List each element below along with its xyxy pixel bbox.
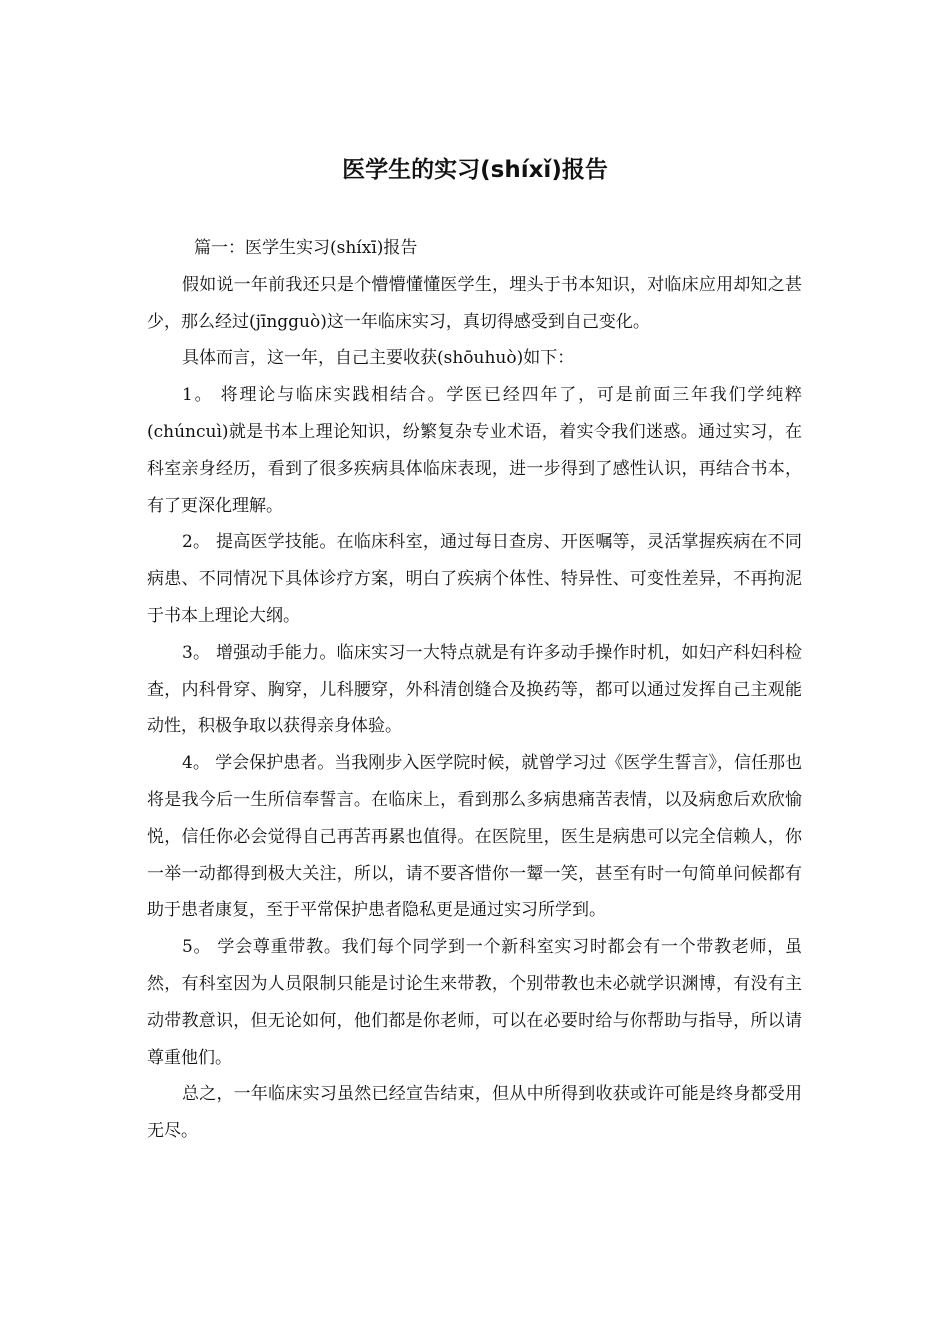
paragraph-item-3: 3。 增强动手能力。临床实习一大特点就是有许多动手操作时机，如妇产科妇科检查，内科骨穿、胸穿，儿科腰穿，外科清创缝合及换药等，都可以通过发挥自己主观能动性，积极争取以获得亲身体验。	[147, 642, 802, 737]
document-title: 医学生的实习(shíxǐ)报告	[342, 157, 608, 183]
paragraph-item-1: 1。 将理论与临床实践相结合。学医已经四年了，可是前面三年我们学纯粹(chúncuì)就是书本上理论知识，纷繁复杂专业术语，着实令我们迷惑。通过实习，在科室亲身经历，看到了很多疾病具体临床表现，进一步得到了感性认识，再结合书本，有了更深化理解。	[147, 385, 802, 516]
paragraph-item-5: 5。 学会尊重带教。我们每个同学到一个新科室实习时都会有一个带教老师，虽然，有科室因为人员限制只能是讨论生来带教，个别带教也未必就学识渊博，有没有主动带教意识，但无论如何，他们都是你老师，可以在必要时给与你帮助与指导，所以请尊重他们。	[147, 937, 802, 1068]
paragraph-conclusion: 总之，一年临床实习虽然已经宣告结束，但从中所得到收获或许可能是终身都受用无尽。	[147, 1084, 802, 1142]
paragraph-item-4: 4。 学会保护患者。当我刚步入医学院时候，就曾学习过《医学生誓言》，信任那也将是我今后一生所信奉誓言。在临床上，看到那么多病患痛苦表情，以及病愈后欢欣愉悦，信任你必会觉得自己再苦再累也值得。在医院里，医生是病患可以完全信赖人，你一举一动都得到极大关注，所以，请不要吝惜你一颦一笑，甚至有时一句简单问候都有助于患者康复，至于平常保护患者隐私更是通过实习所学到。	[147, 753, 802, 921]
paragraph-intro: 假如说一年前我还只是个懵懵懂懂医学生，埋头于书本知识，对临床应用却知之甚少，那么经过(jīngguò)这一年临床实习，真切得感受到自己变化。	[147, 274, 802, 332]
paragraph-summary-lead: 具体而言，这一年，自己主要收获(shōuhuò)如下：	[182, 348, 575, 369]
document-body	[147, 230, 802, 1150]
paragraph-item-2: 2。 提高医学技能。在临床科室，通过每日查房、开医嘱等，灵活掌握疾病在不同病患、不同情况下具体诊疗方案，明白了疾病个体性、特异性、可变性差异，不再拘泥于书本上理论大纲。	[147, 532, 802, 626]
section-heading: 篇一：医学生实习(shíxī)报告	[194, 238, 418, 258]
